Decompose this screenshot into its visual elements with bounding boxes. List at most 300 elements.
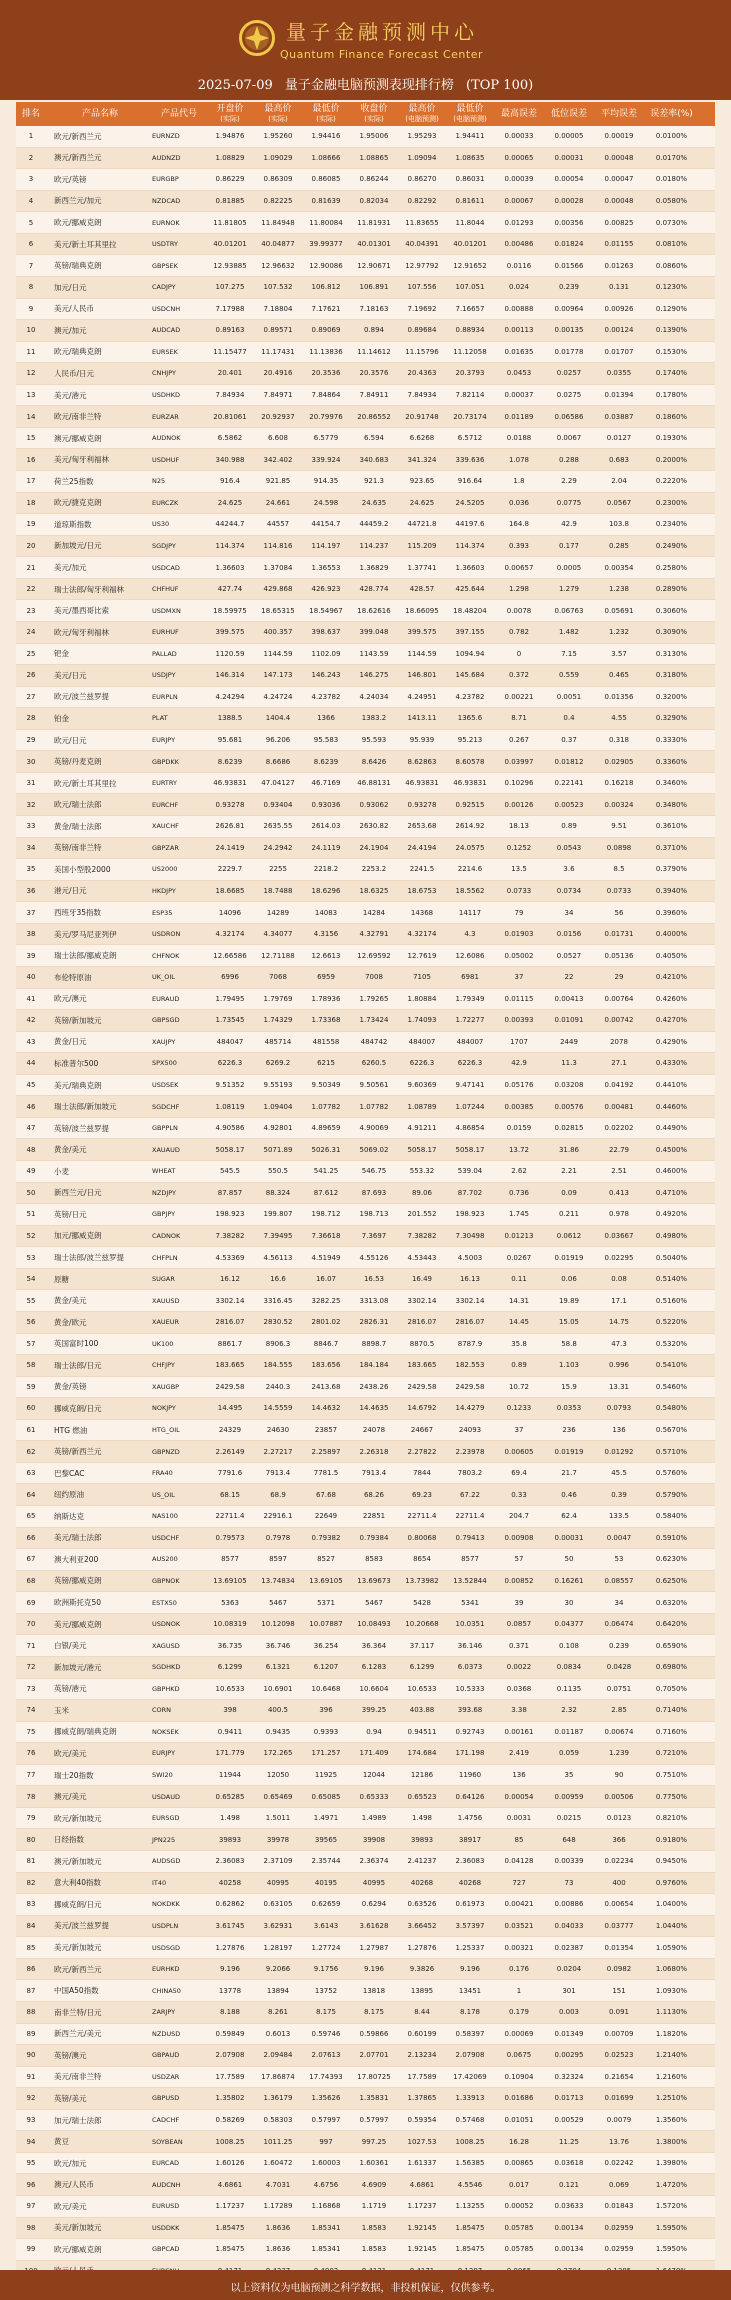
table-cell: 5058.17 — [215, 1145, 245, 1154]
table-cell: 1.3560% — [655, 2116, 688, 2125]
table-cell: 46.93831 — [213, 779, 247, 788]
table-cell: 0.1233 — [506, 1404, 532, 1413]
table-cell: 0.3290% — [655, 714, 688, 723]
column-header-label: 排名 — [21, 109, 40, 119]
table-cell: 0.92515 — [455, 800, 485, 809]
table-cell: 13.5 — [511, 865, 527, 874]
table-cell: 0.79384 — [359, 1533, 389, 1542]
table-cell: 68.9 — [270, 1490, 286, 1499]
table-cell: 0.89069 — [311, 326, 341, 335]
table-cell: 0.01699 — [604, 2094, 634, 2103]
table-cell: 3.57 — [611, 649, 627, 658]
table-cell: 0.2580% — [655, 563, 688, 572]
table-row — [16, 1441, 715, 1463]
table-cell: 0.59849 — [215, 2029, 245, 2038]
table-cell: 2801.02 — [311, 1318, 341, 1327]
table-cell: 0.0353 — [556, 1404, 582, 1413]
table-cell: 美国小型股2000 — [54, 864, 111, 874]
table-cell: 1.74329 — [263, 1016, 293, 1025]
table-cell: 21 — [26, 563, 36, 572]
table-row — [16, 1075, 715, 1097]
table-cell: 67 — [26, 1555, 36, 1564]
table-cell: 标准普尔500 — [54, 1058, 99, 1068]
table-cell: 12.90671 — [357, 261, 391, 270]
title-suffix: (TOP 100) — [466, 78, 534, 93]
table-cell: 1.8636 — [265, 2245, 291, 2254]
table-cell: 欧元/英镑 — [54, 174, 87, 184]
table-cell: 37.117 — [409, 1641, 435, 1650]
table-row — [16, 924, 715, 946]
table-cell: 7.18163 — [359, 304, 389, 313]
table-cell: 0.5460% — [655, 1382, 688, 1391]
table-cell: CHFPLN — [152, 1253, 178, 1262]
table-cell: 1.1719 — [361, 2202, 387, 2211]
table-cell: 18.13 — [508, 822, 530, 831]
table-cell: 0.02387 — [554, 1943, 584, 1952]
table-cell: 黄金/日元 — [54, 1037, 87, 1047]
table-row — [16, 687, 715, 709]
table-cell: 18 — [26, 498, 36, 507]
table-cell: EURPLN — [152, 692, 178, 701]
table-cell: 2255 — [269, 865, 287, 874]
table-cell: 727 — [512, 1878, 526, 1887]
table-cell: 1.37084 — [263, 563, 293, 572]
table-cell: 85 — [514, 1835, 524, 1844]
column-header-label: 最低价 — [312, 104, 340, 114]
table-cell: 0.0793 — [606, 1404, 632, 1413]
table-cell: 0.0567 — [606, 498, 632, 507]
table-cell: 14.495 — [217, 1404, 243, 1413]
table-cell: 44557 — [266, 520, 290, 529]
table-cell: 0.4290% — [655, 1037, 688, 1046]
table-cell: 0.03887 — [604, 412, 634, 421]
table-cell: 40995 — [362, 1878, 386, 1887]
table-cell: UK100 — [152, 1339, 174, 1348]
table-row — [16, 1873, 715, 1895]
table-cell: 英镑/南非兰特 — [54, 843, 102, 853]
table-cell: 0.4410% — [655, 1081, 688, 1090]
column-header — [398, 102, 446, 126]
table-cell: 1.85341 — [311, 2223, 341, 2232]
table-cell: 0.03777 — [604, 1921, 634, 1930]
table-row — [16, 1420, 715, 1442]
table-cell: 2826.31 — [359, 1318, 389, 1327]
table-cell: 0.4980% — [655, 1231, 688, 1240]
table-cell: 0.285 — [608, 541, 630, 550]
table-cell: 18.59975 — [213, 606, 247, 615]
table-cell: 2.62 — [511, 1167, 527, 1176]
table-cell: 60 — [26, 1404, 36, 1413]
table-cell: 35 — [26, 865, 36, 874]
table-cell: NZDUSD — [152, 2029, 181, 2038]
table-cell: 54 — [26, 1275, 36, 1284]
table-cell: 0.94511 — [407, 1727, 437, 1736]
table-cell: 366 — [612, 1835, 626, 1844]
table-cell: 0.239 — [558, 283, 580, 292]
column-header — [544, 102, 594, 126]
table-cell: 巴黎CAC — [54, 1468, 85, 1478]
table-cell: 2.21 — [561, 1167, 577, 1176]
table-cell: 港元/日元 — [54, 886, 87, 896]
table-cell: 24.1419 — [215, 843, 245, 852]
table-cell: 13752 — [314, 1986, 338, 1995]
table-cell: 0.10904 — [504, 2072, 534, 2081]
table-cell: 0.89 — [511, 1361, 527, 1370]
table-cell: 0.80068 — [407, 1533, 437, 1542]
table-row — [16, 1894, 715, 1916]
table-cell: 0.16261 — [554, 1576, 584, 1585]
table-header — [16, 102, 715, 126]
table-cell: 1.08666 — [311, 153, 341, 162]
table-cell: 93 — [26, 2116, 36, 2125]
table-row — [16, 859, 715, 881]
table-row — [16, 1657, 715, 1679]
table-cell: 0.00054 — [504, 1792, 534, 1801]
table-cell: 96.206 — [265, 736, 291, 745]
table-cell: 7 — [28, 261, 34, 270]
table-cell: 0.63105 — [263, 1900, 293, 1909]
table-row — [16, 2067, 715, 2089]
table-cell: 0.0159 — [506, 1124, 532, 1133]
table-cell: 20.3793 — [455, 369, 485, 378]
column-header-label: 平均误差 — [600, 109, 637, 119]
table-cell: 9.55193 — [263, 1081, 293, 1090]
table-row — [16, 644, 715, 666]
table-cell: 5058.17 — [407, 1145, 437, 1154]
table-cell: 0.01189 — [504, 412, 534, 421]
table-cell: 199.807 — [263, 1210, 293, 1219]
table-cell: 0.5220% — [655, 1318, 688, 1327]
table-row — [16, 2153, 715, 2175]
table-cell: 0.03997 — [504, 757, 534, 766]
table-cell: 14.4279 — [455, 1404, 485, 1413]
table-cell: 澳元/新加坡元 — [54, 1856, 102, 1866]
table-cell: 0.0031 — [506, 1814, 532, 1823]
table-cell: 40268 — [458, 1878, 482, 1887]
table-cell: 485714 — [264, 1037, 292, 1046]
table-cell: 7913.4 — [361, 1469, 387, 1478]
table-row — [16, 773, 715, 795]
table-cell: 18.5562 — [455, 886, 485, 895]
table-cell: ZARJPY — [152, 2008, 176, 2017]
table-cell: 0.00052 — [504, 2202, 534, 2211]
table-cell: 88.324 — [265, 1188, 291, 1197]
table-cell: 70 — [26, 1620, 36, 1629]
table-cell: 204.7 — [508, 1512, 530, 1521]
table-cell: 22711.4 — [455, 1512, 485, 1521]
table-cell: 0.00005 — [554, 132, 584, 141]
table-cell: 400 — [612, 1878, 626, 1887]
table-cell: 398 — [223, 1706, 237, 1715]
table-cell: 0.03633 — [554, 2202, 584, 2211]
table-cell: 2214.6 — [457, 865, 483, 874]
table-cell: 0.00529 — [554, 2116, 584, 2125]
table-cell: 1120.59 — [215, 649, 245, 658]
table-cell: 0.03208 — [554, 1081, 584, 1090]
table-cell: 65 — [26, 1512, 36, 1521]
table-cell: 57 — [514, 1555, 524, 1564]
table-cell: 7781.5 — [313, 1469, 339, 1478]
table-cell: 4.6861 — [217, 2180, 243, 2189]
table-cell: 553.32 — [409, 1167, 435, 1176]
table-cell: 0.59866 — [359, 2029, 389, 2038]
table-cell: 87.693 — [361, 1188, 387, 1197]
table-cell: 0.3960% — [655, 908, 688, 917]
table-cell: 0.02959 — [604, 2223, 634, 2232]
table-cell: 171.257 — [311, 1749, 341, 1758]
table-cell: 欧元/捷克克朗 — [54, 498, 102, 508]
table-cell: 40268 — [410, 1878, 434, 1887]
table-cell: CORN — [152, 1706, 172, 1715]
table-cell: 33 — [26, 822, 36, 831]
table-cell: 34 — [614, 1598, 624, 1607]
table-cell: 18.6325 — [359, 886, 389, 895]
table-cell: 923.65 — [409, 477, 435, 486]
table-cell: 0.0079 — [606, 2116, 632, 2125]
table-row — [16, 1096, 715, 1118]
table-cell: 484047 — [216, 1037, 244, 1046]
table-cell: 0.2340% — [655, 520, 688, 529]
table-cell: 0.59354 — [407, 2116, 437, 2125]
table-cell: 澳元/人民币 — [54, 2180, 95, 2190]
table-cell: 1.2160% — [655, 2072, 688, 2081]
table-cell: 2.37109 — [263, 1857, 293, 1866]
table-cell: 1.85475 — [455, 2245, 485, 2254]
table-cell: USDPLN — [152, 1921, 179, 1930]
table-cell: 瑞士法郎/波兰兹罗提 — [54, 1253, 125, 1263]
table-row — [16, 234, 715, 256]
table-cell: 2218.2 — [313, 865, 339, 874]
table-cell: 0.0215 — [556, 1814, 582, 1823]
table-cell: 1.85341 — [311, 2245, 341, 2254]
table-row — [16, 902, 715, 924]
table-cell: 7.3697 — [361, 1231, 387, 1240]
table-row — [16, 169, 715, 191]
table-cell: 瑞士法郎/匈牙利福林 — [54, 584, 125, 594]
table-cell: 0.3200% — [655, 692, 688, 701]
table-cell: USDRON — [152, 930, 181, 939]
table-cell: 欧元/加元 — [54, 2158, 87, 2168]
table-cell: 96 — [26, 2180, 36, 2189]
table-row — [16, 1959, 715, 1981]
table-cell: 美元/新加坡元 — [54, 1943, 102, 1953]
table-cell: 2614.03 — [311, 822, 341, 831]
table-cell: 48 — [26, 1145, 36, 1154]
table-cell: 0.89163 — [215, 326, 245, 335]
table-cell: 201.552 — [407, 1210, 437, 1219]
table-cell: 0.267 — [508, 736, 530, 745]
table-cell: 0.8210% — [655, 1814, 688, 1823]
table-cell: 0.81639 — [311, 196, 341, 205]
table-cell: 7.16657 — [455, 304, 485, 313]
table-cell: 美元/加元 — [54, 563, 87, 573]
table-cell: SWI20 — [152, 1771, 173, 1780]
table-cell: 白银/美元 — [54, 1641, 87, 1651]
table-cell: 7791.6 — [217, 1469, 243, 1478]
table-cell: 183.665 — [215, 1361, 245, 1370]
table-row — [16, 449, 715, 471]
column-header — [350, 102, 398, 126]
table-cell: AUDNZD — [152, 153, 181, 162]
table-cell: 0.1530% — [655, 347, 688, 356]
table-cell: 5 — [28, 218, 34, 227]
table-cell: USDCNH — [152, 304, 181, 313]
table-cell: 0.06763 — [554, 606, 584, 615]
table-cell: 欧元/澳元 — [54, 994, 87, 1004]
table-cell: 1.28197 — [263, 1943, 293, 1952]
table-cell: 46.7169 — [311, 779, 341, 788]
table-cell: 1.8636 — [265, 2223, 291, 2232]
table-cell: 396 — [319, 1706, 333, 1715]
table-cell: 0.0355 — [606, 369, 632, 378]
table-cell: 4.32174 — [407, 930, 437, 939]
table-cell: 0.0730% — [655, 218, 688, 227]
table-cell: 0.00031 — [554, 153, 584, 162]
table-cell: 539.04 — [457, 1167, 483, 1176]
table-cell: 114.237 — [359, 541, 389, 550]
table-cell: 3.66452 — [407, 1921, 437, 1930]
table-cell: 0.3360% — [655, 757, 688, 766]
table-cell: 7.30498 — [455, 1231, 485, 1240]
table-cell: GBPHKD — [152, 1684, 180, 1693]
table-cell: 0.01635 — [504, 347, 534, 356]
table-cell: 22711.4 — [407, 1512, 437, 1521]
table-cell: 1.25337 — [455, 1943, 485, 1952]
table-cell: 1.4971 — [313, 1814, 339, 1823]
table-cell: 5058.17 — [455, 1145, 485, 1154]
table-cell: 人民币/日元 — [54, 368, 95, 378]
table-cell: 30 — [26, 757, 36, 766]
table-cell: 英国富时100 — [54, 1339, 99, 1349]
table-cell: 4.56113 — [263, 1253, 293, 1262]
column-header-sublabel: (实际) — [316, 115, 336, 123]
table-cell: NOKJPY — [152, 1404, 176, 1413]
table-cell: 171.198 — [455, 1749, 485, 1758]
table-cell: GBPSEK — [152, 261, 178, 270]
table-cell: 11.17431 — [261, 347, 295, 356]
table-cell: 42.9 — [511, 1059, 527, 1068]
table-cell: 美元/挪威克朗 — [54, 1619, 102, 1629]
table-row — [16, 1679, 715, 1701]
table-row — [16, 1528, 715, 1550]
table-row — [16, 1549, 715, 1571]
table-cell: 30 — [564, 1598, 574, 1607]
column-header-sublabel: (实际) — [220, 115, 240, 123]
table-cell: 欧元/瑞士法郎 — [54, 800, 102, 810]
table-cell: 39893 — [410, 1835, 434, 1844]
table-cell: 0.3940% — [655, 886, 688, 895]
table-cell: 7.84934 — [215, 391, 245, 400]
table-cell: 0.00926 — [604, 304, 634, 313]
column-header-label: 产品代号 — [160, 109, 197, 119]
title-date: 2025-07-09 — [197, 78, 273, 93]
table-cell: 13.52844 — [453, 1576, 487, 1585]
table-cell: 3.61628 — [359, 1921, 389, 1930]
table-cell: 0.00039 — [504, 175, 534, 184]
table-cell: 94 — [26, 2137, 36, 2146]
table-cell: 16 — [26, 455, 36, 464]
table-cell: 0.5480% — [655, 1404, 688, 1413]
table-cell: 3302.14 — [455, 1296, 485, 1305]
table-cell: 0.01707 — [604, 347, 634, 356]
table-cell: 0.318 — [608, 736, 630, 745]
table-cell: 0.01354 — [604, 1943, 634, 1952]
table-cell: 1.232 — [608, 628, 630, 637]
table-cell: 8898.7 — [361, 1339, 387, 1348]
table-cell: 瑞士法郎/新加坡元 — [54, 1102, 117, 1112]
table-cell: 89.06 — [411, 1188, 433, 1197]
table-cell: 107.275 — [215, 283, 245, 292]
table-cell: 1.73545 — [215, 1016, 245, 1025]
table-row — [16, 1269, 715, 1291]
table-cell: 0.65333 — [359, 1792, 389, 1801]
table-cell: 40.04391 — [405, 240, 439, 249]
table-cell: 39908 — [362, 1835, 386, 1844]
table-cell: 0.05002 — [504, 951, 534, 960]
table-cell: 0.371 — [508, 1641, 530, 1650]
table-cell: 0.7750% — [655, 1792, 688, 1801]
table-cell: ESP35 — [152, 908, 173, 917]
table-cell: 0.03667 — [604, 1231, 634, 1240]
table-cell: 1.36179 — [263, 2094, 293, 2103]
table-cell: 7.84934 — [407, 391, 437, 400]
table-cell: AUDCNH — [152, 2180, 181, 2189]
table-cell: 0.00028 — [554, 196, 584, 205]
table-cell: 9.196 — [363, 1965, 385, 1974]
table-cell: 4.23782 — [455, 692, 485, 701]
table-cell: 24.625 — [409, 498, 435, 507]
table-cell: 15 — [26, 434, 36, 443]
table-cell: 25 — [26, 649, 36, 658]
table-cell: 5341 — [461, 1598, 479, 1607]
table-cell: 0.2300% — [655, 498, 688, 507]
table-cell: 427.74 — [217, 585, 243, 594]
table-cell: 45 — [26, 1081, 36, 1090]
table-cell: 黄金/英镑 — [54, 1382, 87, 1392]
table-cell: 39.99377 — [309, 240, 343, 249]
table-cell: 20.91748 — [405, 412, 439, 421]
table-row — [16, 299, 715, 321]
table-cell: 欧洲斯托克50 — [54, 1598, 102, 1608]
table-row — [16, 277, 715, 299]
table-cell: 42.9 — [561, 520, 577, 529]
table-cell: 91 — [26, 2072, 36, 2081]
table-cell: 0.94 — [366, 1727, 382, 1736]
table-cell: 13.72 — [508, 1145, 530, 1154]
table-cell: 0.82292 — [407, 196, 437, 205]
table-cell: 美元/墨西哥比索 — [54, 606, 110, 616]
table-cell: 4.24724 — [263, 692, 293, 701]
table-cell: 0.288 — [558, 455, 580, 464]
table-cell: 85 — [26, 1943, 36, 1952]
table-cell: 6996 — [221, 973, 239, 982]
table-cell: 0.00657 — [504, 563, 534, 572]
table-row — [16, 1290, 715, 1312]
table-cell: 29 — [26, 736, 36, 745]
table-cell: 1.17237 — [407, 2202, 437, 2211]
table-cell: 澳元/美元 — [54, 1792, 87, 1802]
table-cell: 0.88934 — [455, 326, 485, 335]
table-cell: 8906.3 — [265, 1339, 291, 1348]
table-cell: 341.324 — [407, 455, 437, 464]
table-cell: 0.00048 — [604, 196, 634, 205]
table-cell: 8861.7 — [217, 1339, 243, 1348]
table-cell: GBPZAR — [152, 843, 179, 852]
table-cell: 南非兰特/日元 — [54, 2007, 102, 2017]
table-cell: 0.02202 — [604, 1124, 634, 1133]
table-cell: 0.0257 — [556, 369, 582, 378]
table-cell: 黄金/美元 — [54, 1296, 87, 1306]
